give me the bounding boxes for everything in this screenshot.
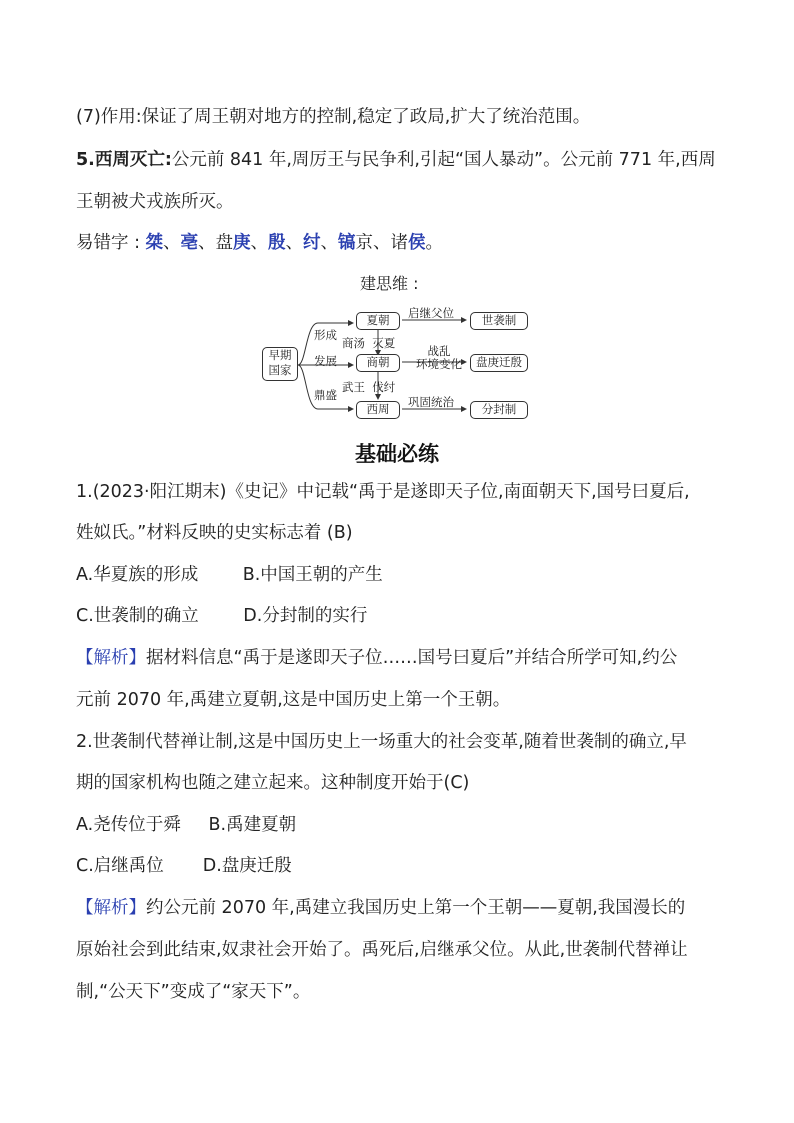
char-zhou: 纣	[303, 233, 321, 253]
text-line-western-zhou-fall	[76, 148, 716, 172]
text-line-continued: 王朝被犬戎族所灭。	[76, 192, 234, 212]
analysis-tag: 【解析】	[76, 648, 146, 668]
q2-analysis-line1	[76, 896, 685, 920]
root-node-early-state	[262, 347, 298, 381]
result-hereditary-system: 世袭制	[470, 312, 528, 330]
event-label-war: 战乱 环境变化	[416, 344, 462, 371]
q2-stem-line2: 期的国家机构也随之建立起来。这种制度开始于(C)	[76, 773, 470, 793]
section-title: 基础必练	[355, 442, 439, 466]
q1-analysis-line2: 元前 2070 年,禹建立夏朝,这是中国历史上第一个王朝。	[76, 690, 511, 710]
char-geng: 庚	[233, 233, 251, 253]
event-label-consolidate: 巩固统治	[408, 395, 454, 409]
branch-label-formation: 形成	[314, 328, 337, 342]
transition-label-tang: 商汤 灭夏	[342, 336, 396, 350]
analysis-text: 约公元前 2070 年,禹建立我国历史上第一个王朝——夏朝,我国漫长的	[146, 898, 686, 918]
q1-options-ab: A.华夏族的形成 B.中国王朝的产生	[76, 565, 383, 585]
event-label-qi: 启继父位	[408, 306, 454, 320]
q1-analysis-line1	[76, 646, 677, 670]
q2-options-cd: C.启继禹位 D.盘庚迁殷	[76, 856, 292, 876]
char-bo: 亳	[180, 233, 199, 253]
char-hao: 镐	[338, 233, 356, 253]
transition-label-wu: 武王 伐纣	[342, 380, 396, 394]
separator: 、盘	[198, 233, 234, 253]
char-yin: 殷	[268, 233, 286, 253]
diagram-title: 建思维 :	[360, 274, 419, 293]
q2-analysis-line3: 制,“公天下”变成了“家天下”。	[76, 982, 311, 1002]
q2-stem-line1: 2.世袭制代替禅让制,这是中国历史上一场重大的社会变革,随着世袭制的确立,早	[76, 732, 687, 752]
q1-stem-line1: 1.(2023·阳江期末)《史记》中记载“禹于是遂即天子位,南面朝天下,国号曰夏后,	[76, 482, 690, 502]
mind-map-diagram	[258, 295, 548, 425]
root-label: 早期 国家	[268, 348, 292, 377]
separator: 、	[163, 233, 181, 253]
analysis-tag: 【解析】	[76, 898, 146, 918]
result-feudal-system: 分封制	[470, 401, 528, 419]
branch-label-development: 发展	[314, 354, 337, 368]
error-prone-label: 易错字 :	[76, 233, 146, 253]
node-western-zhou: 西周	[356, 401, 400, 419]
node-shang: 商朝	[356, 354, 400, 372]
separator: 京、诸	[355, 233, 409, 253]
separator: 。	[425, 233, 444, 253]
text-line-purpose: (7)作用:保证了周王朝对地方的控制,稳定了政局,扩大了统治范围。	[76, 107, 591, 127]
char-hou: 侯	[408, 233, 426, 253]
separator: 、	[285, 233, 304, 253]
q1-stem-line2: 姓姒氏。”材料反映的史实标志着 (B)	[76, 523, 353, 543]
section-body-5: 公元前 841 年,周厉王与民争利,引起“国人暴动”。公元前 771 年,西周	[171, 150, 716, 170]
char-jie: 桀	[145, 233, 164, 253]
separator: 、	[250, 233, 269, 253]
branch-label-peak: 鼎盛	[314, 388, 337, 402]
q2-analysis-line2: 原始社会到此结束,奴隶社会开始了。禹死后,启继承父位。从此,世袭制代替禅让	[76, 940, 688, 960]
error-prone-characters	[76, 231, 443, 255]
separator: 、	[320, 233, 339, 253]
node-xia: 夏朝	[356, 312, 400, 330]
analysis-text: 据材料信息“禹于是遂即天子位……国号曰夏后”并结合所学可知,约公	[146, 648, 678, 668]
q2-options-ab: A.尧传位于舜 B.禹建夏朝	[76, 815, 297, 835]
result-pangeng-move: 盘庚迁殷	[470, 354, 528, 372]
q1-options-cd: C.世袭制的确立 D.分封制的实行	[76, 606, 368, 626]
section-heading-5: 5.西周灭亡:	[76, 150, 172, 170]
